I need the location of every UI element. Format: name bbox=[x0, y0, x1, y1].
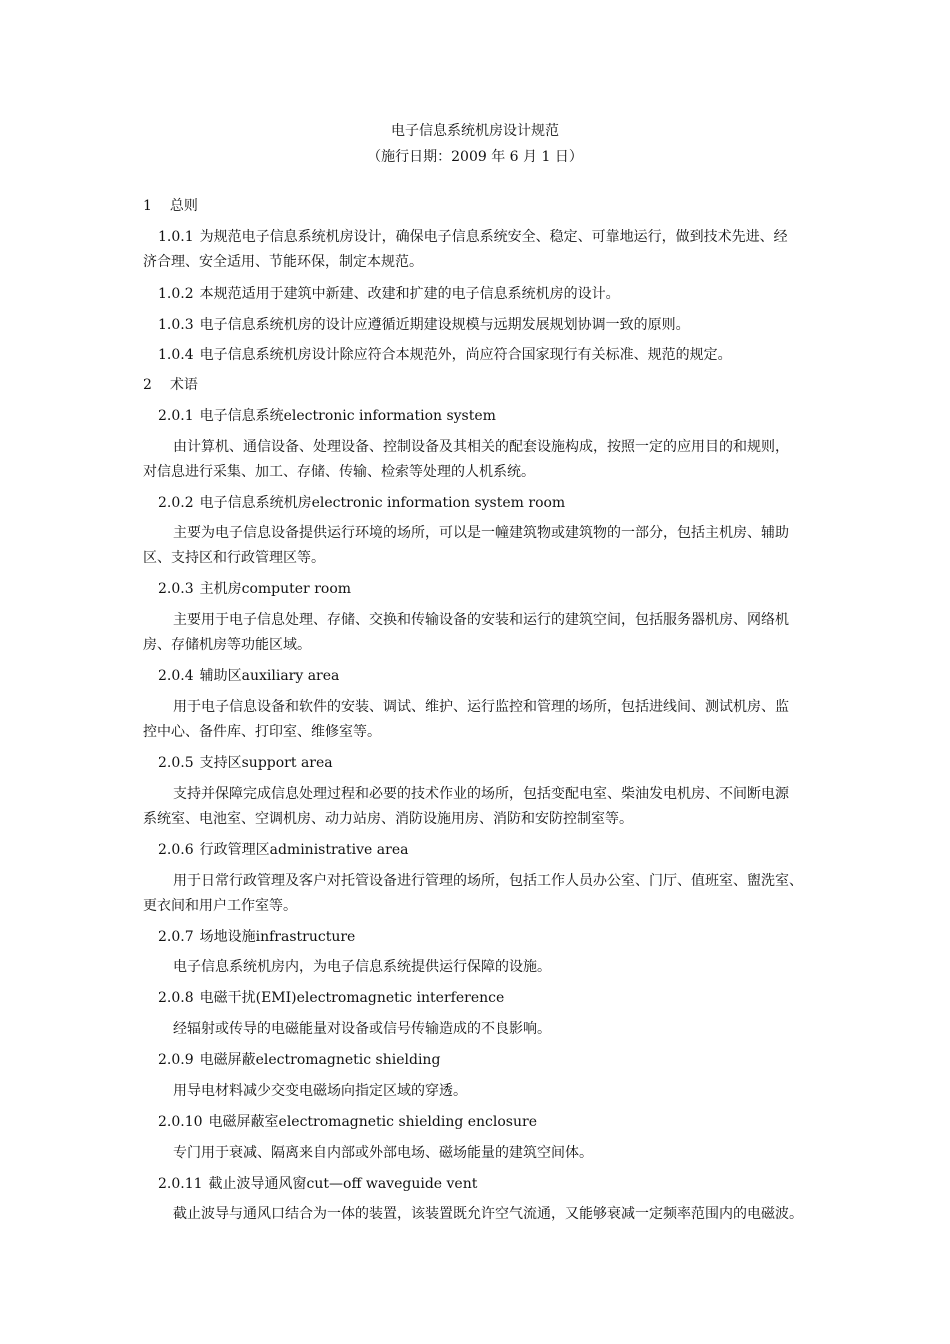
term-english: auxiliary area bbox=[241, 668, 340, 684]
term-2-0-9 bbox=[158, 1051, 440, 1069]
term-2-0-8-definition: 经辐射或传导的电磁能量对设备或信号传输造成的不良影响。 bbox=[173, 1021, 551, 1037]
term-number: 2.0.5 bbox=[158, 755, 194, 771]
term-english: computer room bbox=[241, 581, 352, 597]
term-2-0-5 bbox=[158, 754, 333, 772]
term-name: 电子信息系统 bbox=[199, 408, 284, 424]
document-title: 电子信息系统机房设计规范 bbox=[391, 123, 559, 139]
term-2-0-4-definition: 用于电子信息设备和软件的安装、调试、维护、运行监控和管理的场所，包括进线间、测试机房、监 bbox=[173, 699, 789, 715]
clause-number: 1.0.3 bbox=[158, 317, 194, 333]
term-2-0-5-definition: 支持并保障完成信息处理过程和必要的技术作业的场所，包括变配电室、柴油发电机房、不间断电源 bbox=[173, 786, 789, 802]
term-number: 2.0.1 bbox=[158, 408, 194, 424]
term-2-0-6-definition: 用于日常行政管理及客户对托管设备进行管理的场所，包括工作人员办公室、门厅、值班室、盥洗室、 bbox=[173, 873, 803, 889]
section-heading-2 bbox=[143, 376, 198, 394]
term-name: 电磁屏蔽 bbox=[199, 1052, 256, 1068]
term-2-0-3 bbox=[158, 580, 351, 598]
term-2-0-9-definition: 用导电材料减少交变电磁场向指定区域的穿透。 bbox=[173, 1083, 467, 1099]
term-2-0-4-definition-continuation: 控中心、备件库、打印室、维修室等。 bbox=[143, 724, 381, 740]
term-2-0-2-definition: 主要为电子信息设备提供运行环境的场所，可以是一幢建筑物或建筑物的一部分，包括主机房、辅助 bbox=[173, 525, 789, 541]
term-english: electromagnetic shielding bbox=[255, 1052, 441, 1068]
term-2-0-8 bbox=[158, 989, 504, 1007]
term-2-0-1 bbox=[158, 407, 496, 425]
term-2-0-11 bbox=[158, 1175, 477, 1193]
term-english: cut—off waveguide vent bbox=[306, 1176, 478, 1192]
document-subtitle: （施行日期：2009 年 6 月 1 日） bbox=[367, 149, 583, 165]
term-2-0-10-definition: 专门用于衰减、隔离来自内部或外部电场、磁场能量的建筑空间体。 bbox=[173, 1145, 593, 1161]
term-number: 2.0.8 bbox=[158, 990, 194, 1006]
clause-1-0-1 bbox=[158, 228, 788, 246]
term-english: support area bbox=[241, 755, 333, 771]
section-number: 1 bbox=[143, 198, 152, 214]
clause-number: 1.0.1 bbox=[158, 229, 194, 245]
term-2-0-11-definition: 截止波导与通风口结合为一体的装置，该装置既允许空气流通，又能够衰减一定频率范围内的电磁波。 bbox=[173, 1206, 803, 1222]
term-number: 2.0.6 bbox=[158, 842, 194, 858]
clause-number: 1.0.4 bbox=[158, 347, 194, 363]
section-title: 术语 bbox=[169, 377, 198, 393]
term-name: 支持区 bbox=[199, 755, 242, 771]
term-name: 辅助区 bbox=[199, 668, 242, 684]
section-heading-1 bbox=[143, 197, 198, 215]
term-name: 电磁屏蔽室 bbox=[208, 1114, 279, 1130]
term-2-0-2-definition-continuation: 区、支持区和行政管理区等。 bbox=[143, 550, 325, 566]
term-name: 电子信息系统机房 bbox=[199, 495, 312, 511]
term-2-0-7 bbox=[158, 928, 355, 946]
term-2-0-4 bbox=[158, 667, 339, 685]
clause-1-0-2 bbox=[158, 285, 620, 303]
term-2-0-1-definition-continuation: 对信息进行采集、加工、存储、传输、检索等处理的人机系统。 bbox=[143, 464, 535, 480]
term-name: 主机房 bbox=[199, 581, 242, 597]
clause-1-0-4 bbox=[158, 346, 732, 364]
section-number: 2 bbox=[143, 377, 152, 393]
term-2-0-10 bbox=[158, 1113, 537, 1131]
term-english: infrastructure bbox=[255, 929, 356, 945]
term-2-0-5-definition-continuation: 系统室、电池室、空调机房、动力站房、消防设施用房、消防和安防控制室等。 bbox=[143, 811, 633, 827]
clause-1-0-3 bbox=[158, 316, 690, 334]
term-english: electromagnetic interference bbox=[296, 990, 505, 1006]
term-name: 行政管理区 bbox=[199, 842, 270, 858]
clause-text: 本规范适用于建筑中新建、改建和扩建的电子信息系统机房的设计。 bbox=[199, 286, 620, 302]
term-number: 2.0.3 bbox=[158, 581, 194, 597]
clause-text: 电子信息系统机房的设计应遵循近期建设规模与远期发展规划协调一致的原则。 bbox=[199, 317, 690, 333]
term-english: electronic information system room bbox=[311, 495, 566, 511]
term-2-0-3-definition-continuation: 房、存储机房等功能区域。 bbox=[143, 637, 311, 653]
clause-text: 电子信息系统机房设计除应符合本规范外，尚应符合国家现行有关标准、规范的规定。 bbox=[199, 347, 732, 363]
term-english: electronic information system bbox=[283, 408, 496, 424]
term-2-0-6-definition-continuation: 更衣间和用户工作室等。 bbox=[143, 898, 297, 914]
term-name: 电磁干扰(EMI) bbox=[199, 990, 297, 1006]
term-2-0-7-definition: 电子信息系统机房内，为电子信息系统提供运行保障的设施。 bbox=[173, 959, 551, 975]
clause-number: 1.0.2 bbox=[158, 286, 194, 302]
term-number: 2.0.11 bbox=[158, 1176, 203, 1192]
clause-text: 为规范电子信息系统机房设计，确保电子信息系统安全、稳定、可靠地运行，做到技术先进、经 bbox=[199, 229, 788, 245]
term-name: 截止波导通风窗 bbox=[208, 1176, 307, 1192]
term-number: 2.0.9 bbox=[158, 1052, 194, 1068]
term-english: administrative area bbox=[269, 842, 409, 858]
term-number: 2.0.7 bbox=[158, 929, 194, 945]
section-title: 总则 bbox=[169, 198, 198, 214]
term-2-0-1-definition: 由计算机、通信设备、处理设备、控制设备及其相关的配套设施构成，按照一定的应用目的和规则， bbox=[173, 439, 789, 455]
term-english: electromagnetic shielding enclosure bbox=[278, 1114, 537, 1130]
term-2-0-6 bbox=[158, 841, 408, 859]
term-2-0-2 bbox=[158, 494, 565, 512]
term-number: 2.0.10 bbox=[158, 1114, 203, 1130]
term-number: 2.0.4 bbox=[158, 668, 194, 684]
term-2-0-3-definition: 主要用于电子信息处理、存储、交换和传输设备的安装和运行的建筑空间，包括服务器机房、网络机 bbox=[173, 612, 789, 628]
clause-1-0-1-continuation: 济合理、安全适用、节能环保，制定本规范。 bbox=[143, 254, 423, 270]
term-number: 2.0.2 bbox=[158, 495, 194, 511]
term-name: 场地设施 bbox=[199, 929, 256, 945]
